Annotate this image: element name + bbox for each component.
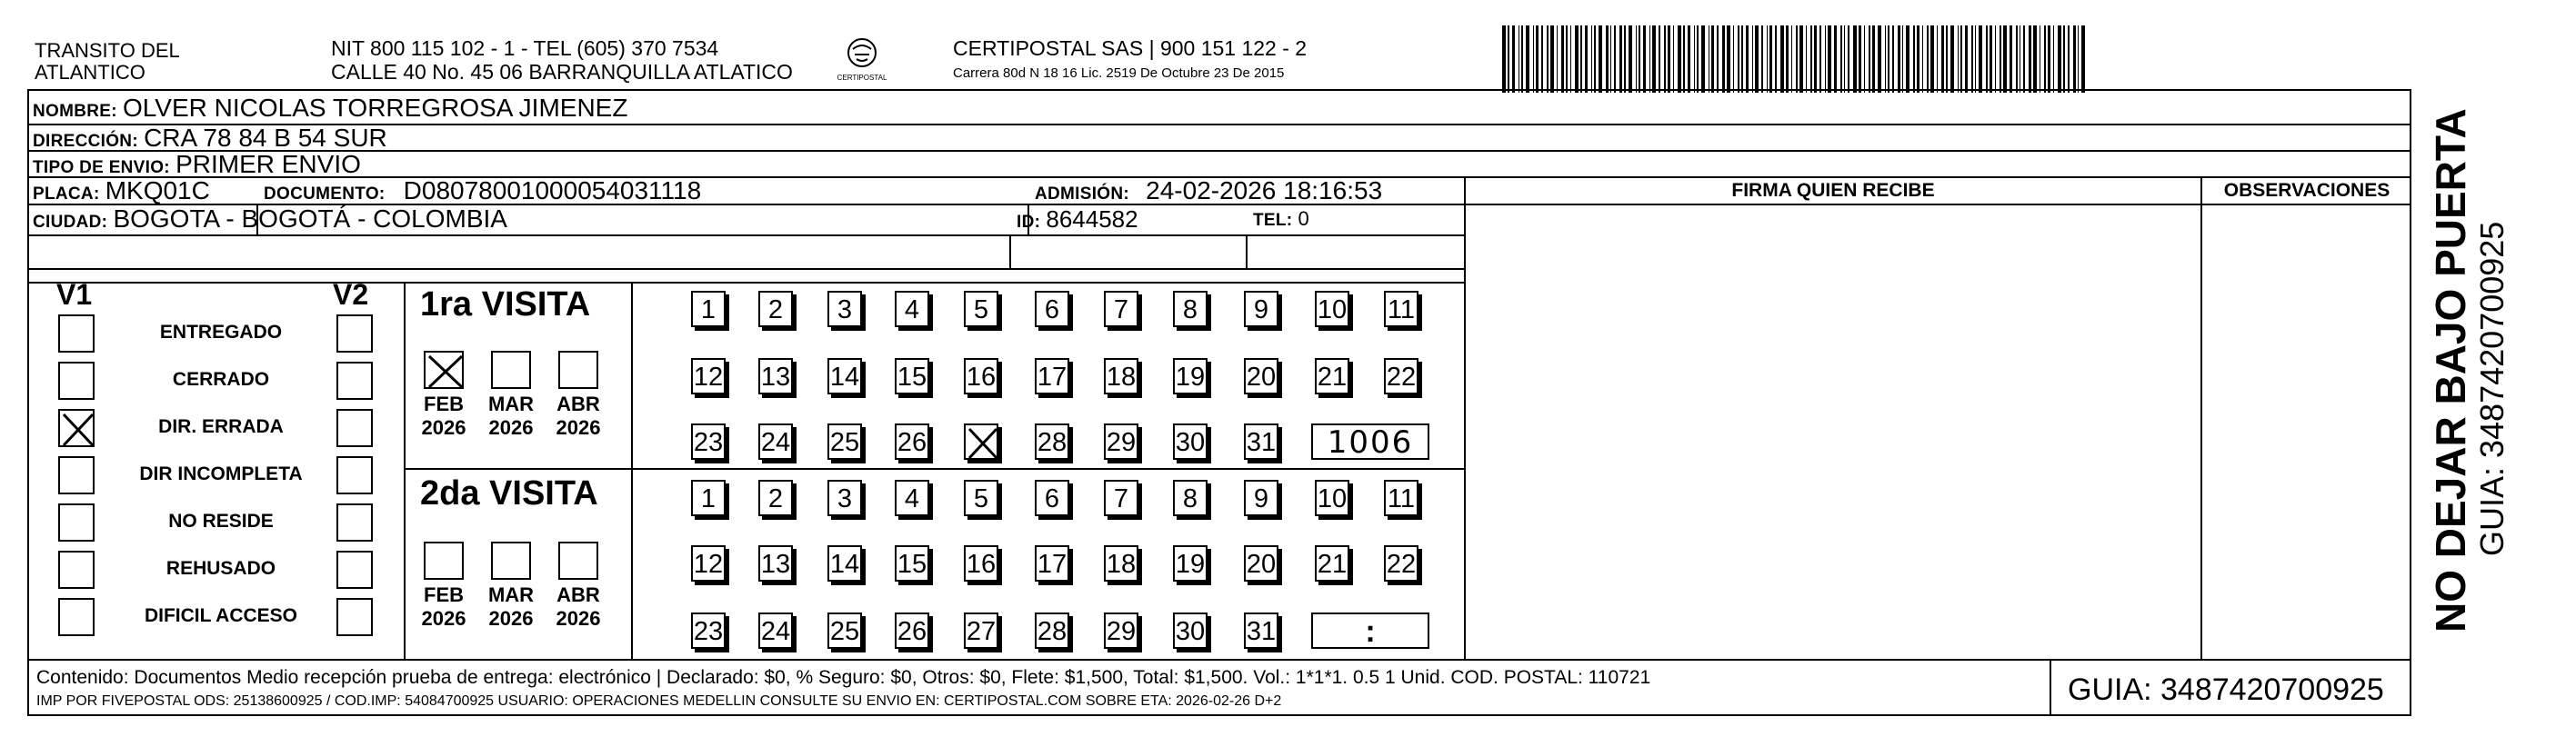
day-box[interactable]: 31: [1244, 613, 1278, 649]
day-box[interactable]: 10: [1315, 480, 1349, 516]
v2-label: V2: [333, 278, 369, 311]
month-year: 2026: [556, 416, 601, 439]
month-checkbox[interactable]: [491, 542, 531, 580]
month-checkbox[interactable]: [558, 351, 598, 389]
second-visit-title: 2da VISITA: [420, 474, 598, 513]
barcode-bar: [1906, 25, 1909, 93]
barcode-bar: [1738, 25, 1739, 93]
barcode-bar: [1960, 25, 1962, 93]
barcode-bar: [1502, 25, 1506, 93]
admision-label: ADMISIÓN:: [1035, 184, 1130, 204]
v1-checkbox[interactable]: [58, 503, 95, 542]
month-checkbox[interactable]: [558, 542, 598, 580]
barcode-bar: [1526, 25, 1529, 93]
barcode-bar: [2010, 25, 2012, 93]
barcode-bar: [1761, 25, 1763, 93]
reason-label: CERRADO: [172, 369, 270, 390]
month-label: [549, 583, 607, 631]
barcode-bar: [2053, 25, 2054, 93]
reason-label: DIFICIL ACCESO: [144, 605, 297, 626]
day-box[interactable]: 13: [758, 358, 793, 394]
direccion-label: DIRECCIÓN:: [33, 132, 138, 151]
month-year: 2026: [421, 607, 466, 630]
barcode-bar: [1986, 25, 1988, 93]
barcode-bar: [1610, 25, 1611, 93]
day-box[interactable]: 3: [827, 291, 862, 327]
barcode-bar: [1683, 25, 1685, 93]
barcode-bar: [1937, 25, 1938, 93]
v1-label: V1: [56, 278, 93, 311]
nombre-value: OLVER NICOLAS TORREGROSA JIMENEZ: [123, 94, 628, 122]
barcode-bar: [2029, 25, 2031, 93]
barcode-bar: [1892, 25, 1894, 93]
day-box[interactable]: 22: [1384, 358, 1418, 394]
day-box[interactable]: 18: [1104, 358, 1138, 394]
no-dejar-bajo-puerta: NO DEJAR BAJO PUERTA: [2427, 108, 2474, 632]
month-name: FEB: [424, 393, 464, 415]
day-box[interactable]: 29: [1104, 613, 1138, 649]
certipostal-logo: [835, 35, 889, 85]
v1-checkbox[interactable]: [58, 598, 95, 636]
barcode-bar: [1922, 25, 1923, 93]
barcode-bar: [2068, 25, 2070, 93]
day-box[interactable]: 1: [691, 291, 726, 327]
barcode-bar: [1733, 25, 1734, 93]
barcode-bar: [2044, 25, 2046, 93]
month-label: [415, 393, 473, 440]
observaciones-header: OBSERVACIONES: [2223, 180, 2391, 201]
address-line: CALLE 40 No. 45 06 BARRANQUILLA ATLATICO: [331, 60, 793, 84]
barcode-bar: [1643, 25, 1646, 93]
barcode-bar: [1859, 25, 1861, 93]
org-name: [35, 40, 180, 84]
day-box[interactable]: 20: [1244, 545, 1278, 582]
barcode-bar: [1550, 25, 1554, 93]
id-label: ID:: [1017, 213, 1041, 232]
barcode-bar: [2016, 25, 2018, 93]
day-box[interactable]: 22: [1384, 545, 1418, 582]
barcode-bar: [1701, 25, 1705, 93]
barcode-bar: [1561, 25, 1564, 93]
barcode-bar: [1864, 25, 1865, 93]
barcode-bar: [1965, 25, 1968, 93]
documento-label: DOCUMENTO:: [264, 184, 386, 204]
barcode-bar: [1885, 25, 1886, 93]
ciudad-label: CIUDAD:: [33, 213, 108, 232]
barcode-bar: [1614, 25, 1616, 93]
barcode-bar: [1799, 25, 1803, 93]
company-line: CERTIPOSTAL SAS | 900 151 122 - 2: [953, 36, 1308, 60]
barcode-bar: [1990, 25, 1992, 93]
month-label: [549, 393, 607, 440]
day-box[interactable]: 9: [1244, 291, 1278, 327]
day-box[interactable]: 14: [827, 545, 862, 582]
day-box[interactable]: [964, 423, 998, 460]
first-visit-title: 1ra VISITA: [420, 285, 591, 324]
month-name: ABR: [556, 393, 600, 415]
day-box[interactable]: 26: [895, 613, 929, 649]
day-box[interactable]: 6: [1035, 480, 1069, 516]
barcode-bar: [1927, 25, 1929, 93]
tel-label: TEL:: [1253, 211, 1293, 230]
barcode-bar: [1619, 25, 1622, 93]
barcode-bar: [1512, 25, 1515, 93]
barcode-bar: [1796, 25, 1798, 93]
barcode-bar: [1570, 25, 1571, 93]
barcode-bar: [1872, 25, 1875, 93]
barcode-bar: [1814, 25, 1817, 93]
nombre-row: [33, 95, 627, 125]
day-box[interactable]: 7: [1104, 480, 1138, 516]
admision-field: [1035, 177, 1382, 208]
day-box[interactable]: 25: [827, 613, 862, 649]
barcode-bar: [1752, 25, 1753, 93]
barcode-bar: [1575, 25, 1579, 93]
reason-label: DIR. ERRADA: [158, 416, 284, 437]
day-box[interactable]: 21: [1315, 545, 1349, 582]
barcode-bar: [1979, 25, 1982, 93]
day-box[interactable]: 19: [1173, 358, 1208, 394]
barcode-bar: [1780, 25, 1784, 93]
day-box[interactable]: 2: [758, 291, 793, 327]
barcode-bar: [1659, 25, 1660, 93]
barcode-bar: [1557, 25, 1558, 93]
day-box[interactable]: 30: [1173, 423, 1208, 460]
day-box[interactable]: 2: [758, 480, 793, 516]
day-box[interactable]: 4: [895, 291, 929, 327]
month-name: MAR: [487, 583, 535, 606]
barcode-bar: [1694, 25, 1695, 93]
barcode: [1502, 25, 2230, 93]
barcode-bar: [1580, 25, 1582, 93]
barcode-bar: [1825, 25, 1826, 93]
v1-checkbox[interactable]: [58, 314, 95, 353]
barcode-bar: [1806, 25, 1807, 93]
v2-checkbox[interactable]: [336, 503, 373, 542]
barcode-bar: [1769, 25, 1772, 93]
barcode-bar: [1711, 25, 1714, 93]
issuer-info: [331, 36, 793, 84]
day-box[interactable]: 7: [1104, 291, 1138, 327]
day-box[interactable]: 12: [691, 358, 726, 394]
barcode-bar: [1819, 25, 1821, 93]
barcode-bar: [1767, 25, 1768, 93]
month-year: 2026: [488, 416, 534, 439]
barcode-bar: [1624, 25, 1626, 93]
day-box[interactable]: 8: [1173, 291, 1208, 327]
month-name: ABR: [556, 583, 600, 606]
barcode-bar: [1722, 25, 1725, 93]
month-checkbox[interactable]: [424, 351, 464, 389]
v2-checkbox[interactable]: [336, 314, 373, 353]
day-box[interactable]: 19: [1173, 545, 1208, 582]
barcode-bar: [1639, 25, 1640, 93]
barcode-bar: [2078, 25, 2079, 93]
v2-checkbox[interactable]: [336, 456, 373, 494]
day-box[interactable]: 28: [1035, 613, 1069, 649]
barcode-bar: [1930, 25, 1934, 93]
nombre-label: NOMBRE:: [33, 102, 117, 121]
documento-field: [264, 177, 701, 208]
reason-label: DIR INCOMPLETA: [139, 463, 303, 484]
barcode-bar: [1902, 25, 1903, 93]
barcode-bar: [2000, 25, 2001, 93]
day-box[interactable]: 9: [1244, 480, 1278, 516]
barcode-bar: [1727, 25, 1730, 93]
contenido-text: Contenido: Documentos Medio recepción prueba de entrega: electrónico | Declarado: $0, % Seguro: $0, Otros: $0, Flete: $1,500, Total: $1,500. Vol.: 1*1*1. 0.5 1 Unid. COD. POSTAL: 110721: [36, 667, 1651, 688]
day-box[interactable]: 17: [1035, 358, 1069, 394]
id-value: 8644582: [1046, 205, 1138, 233]
id-field: [1017, 205, 1138, 236]
barcode-bar: [1950, 25, 1954, 93]
barcode-bar: [1688, 25, 1690, 93]
barcode-bar: [1834, 25, 1837, 93]
barcode-bar: [1594, 25, 1596, 93]
barcode-bar: [2058, 25, 2061, 93]
barcode-bar: [1844, 25, 1845, 93]
day-box[interactable]: 5: [964, 291, 998, 327]
barcode-bar: [1995, 25, 1996, 93]
barcode-bar: [1971, 25, 1973, 93]
time-box[interactable]: 1006: [1311, 423, 1429, 460]
day-box[interactable]: 8: [1173, 480, 1208, 516]
barcode-bar: [2048, 25, 2050, 93]
day-box[interactable]: 23: [691, 613, 726, 649]
v2-checkbox[interactable]: [336, 598, 373, 636]
barcode-bar: [2023, 25, 2025, 93]
ciudad-value: BOGOTA - BOGOTÁ - COLOMBIA: [113, 204, 507, 233]
barcode-bar: [1888, 25, 1889, 93]
tel-field: [1253, 205, 1309, 234]
day-box[interactable]: 16: [964, 545, 998, 582]
barcode-bar: [1649, 25, 1650, 93]
barcode-bar: [1533, 25, 1534, 93]
company-info: [953, 36, 1307, 81]
direccion-value: CRA 78 84 B 54 SUR: [144, 124, 387, 152]
svg-text:CERTIPOSTAL: CERTIPOSTAL: [837, 74, 887, 82]
placa-label: PLACA:: [33, 184, 100, 204]
placa-value: MKQ01C: [105, 176, 210, 204]
barcode-bar: [1941, 25, 1944, 93]
barcode-bar: [1547, 25, 1549, 93]
barcode-bar: [1629, 25, 1632, 93]
v2-checkbox[interactable]: [336, 409, 373, 447]
barcode-bar: [1775, 25, 1777, 93]
barcode-bar: [1791, 25, 1792, 93]
barcode-bar: [1786, 25, 1789, 93]
barcode-bar: [1741, 25, 1743, 93]
barcode-bar: [1585, 25, 1588, 93]
day-box[interactable]: 11: [1384, 480, 1418, 516]
barcode-bar: [1869, 25, 1870, 93]
v2-checkbox[interactable]: [336, 551, 373, 589]
admision-value: 24-02-2026 18:16:53: [1146, 176, 1383, 204]
day-box[interactable]: 24: [758, 613, 793, 649]
barcode-bar: [1521, 25, 1523, 93]
reason-label: REHUSADO: [165, 558, 276, 579]
day-box[interactable]: 6: [1035, 291, 1069, 327]
barcode-bar: [1853, 25, 1857, 93]
v2-checkbox[interactable]: [336, 362, 373, 400]
documento-value: D08078001000054031118: [403, 176, 702, 204]
v1-checkbox[interactable]: [58, 551, 95, 589]
barcode-bar: [2063, 25, 2065, 93]
day-box[interactable]: 10: [1315, 291, 1349, 327]
reason-label: ENTREGADO: [159, 322, 283, 343]
ciudad-field: [33, 205, 507, 236]
month-label: [482, 583, 540, 631]
v1-checkbox[interactable]: [58, 362, 95, 400]
reason-label: NO RESIDE: [168, 511, 274, 532]
barcode-bar: [1508, 25, 1509, 93]
barcode-bar: [2033, 25, 2037, 93]
barcode-bar: [1697, 25, 1699, 93]
barcode-bar: [1755, 25, 1759, 93]
v1-checkbox[interactable]: [58, 456, 95, 494]
barcode-bar: [1636, 25, 1637, 93]
license-line: Carrera 80d N 18 16 Lic. 2519 De Octubre 23 De 2015: [953, 65, 1285, 81]
placa-field: [33, 177, 210, 208]
nit-line: NIT 800 115 102 - 1 - TEL (605) 370 7534: [331, 36, 719, 60]
day-box[interactable]: 4: [895, 480, 929, 516]
barcode-bar: [1975, 25, 1976, 93]
footer-guia: GUIA: 3487420700925: [2068, 672, 2384, 707]
time-box[interactable]: :: [1311, 613, 1429, 649]
barcode-bar: [1898, 25, 1900, 93]
day-box[interactable]: 29: [1104, 423, 1138, 460]
barcode-bar: [1946, 25, 1948, 93]
barcode-bar: [2003, 25, 2007, 93]
day-box[interactable]: 20: [1244, 358, 1278, 394]
day-box[interactable]: 30: [1173, 613, 1208, 649]
day-box[interactable]: 1: [691, 480, 726, 516]
day-box[interactable]: 23: [691, 423, 726, 460]
firma-header: FIRMA QUIEN RECIBE: [1731, 180, 1935, 201]
org-line-1: TRANSITO DEL: [35, 39, 180, 62]
barcode-bar: [1664, 25, 1666, 93]
day-box[interactable]: 26: [895, 423, 929, 460]
barcode-bar: [1599, 25, 1602, 93]
day-box[interactable]: 12: [691, 545, 726, 582]
day-box[interactable]: 21: [1315, 358, 1349, 394]
barcode-bar: [1958, 25, 1959, 93]
month-name: MAR: [487, 393, 535, 415]
barcode-bar: [1746, 25, 1749, 93]
day-box[interactable]: 28: [1035, 423, 1069, 460]
day-box[interactable]: 13: [758, 545, 793, 582]
barcode-bar: [1848, 25, 1849, 93]
month-checkbox[interactable]: [491, 351, 531, 389]
barcode-bar: [1828, 25, 1831, 93]
month-year: 2026: [421, 416, 466, 439]
day-box[interactable]: 3: [827, 480, 862, 516]
tipo-envio-label: TIPO DE ENVIO:: [33, 158, 170, 177]
side-guia: GUIA: 3487420700925: [2473, 221, 2511, 556]
day-box[interactable]: 16: [964, 358, 998, 394]
barcode-bar: [1591, 25, 1592, 93]
barcode-bar: [1678, 25, 1681, 93]
day-box[interactable]: 17: [1035, 545, 1069, 582]
barcode-bar: [2073, 25, 2076, 93]
month-label: [482, 393, 540, 440]
barcode-bar: [1652, 25, 1656, 93]
day-box[interactable]: 14: [827, 358, 862, 394]
tipo-envio-value: PRIMER ENVIO: [175, 150, 361, 178]
month-year: 2026: [488, 607, 534, 630]
barcode-bar: [1810, 25, 1812, 93]
day-box[interactable]: 24: [758, 423, 793, 460]
imp-text: IMP POR FIVEPOSTAL ODS: 25138600925 / COD.IMP: 54084700925 USUARIO: OPERACIONES MEDELLIN CONSULTE SU ENVIO EN: CERTIPOSTAL.COM SOBRE ETA: 2026-02-26 D+2: [36, 693, 1282, 709]
day-box[interactable]: 15: [895, 545, 929, 582]
day-box[interactable]: 11: [1384, 291, 1418, 327]
month-name: FEB: [424, 583, 464, 606]
day-box[interactable]: 18: [1104, 545, 1138, 582]
barcode-bar: [1917, 25, 1919, 93]
day-box[interactable]: 5: [964, 480, 998, 516]
tel-value: 0: [1298, 207, 1309, 230]
v1-checkbox[interactable]: [58, 409, 95, 447]
month-checkbox[interactable]: [424, 542, 464, 580]
month-year: 2026: [556, 607, 601, 630]
day-box[interactable]: 27: [964, 613, 998, 649]
month-label: [415, 583, 473, 631]
barcode-bar: [1840, 25, 1842, 93]
barcode-bar: [1913, 25, 1915, 93]
barcode-bar: [1668, 25, 1670, 93]
barcode-bar: [1566, 25, 1568, 93]
barcode-bar: [1673, 25, 1674, 93]
day-box[interactable]: 15: [895, 358, 929, 394]
org-line-2: ATLANTICO: [35, 61, 145, 84]
barcode-bar: [1606, 25, 1609, 93]
day-box[interactable]: 31: [1244, 423, 1278, 460]
barcode-bar: [1717, 25, 1719, 93]
barcode-bar: [1878, 25, 1881, 93]
day-box[interactable]: 25: [827, 423, 862, 460]
barcode-bar: [2081, 25, 2085, 93]
barcode-bar: [1536, 25, 1539, 93]
barcode-bar: [1541, 25, 1543, 93]
